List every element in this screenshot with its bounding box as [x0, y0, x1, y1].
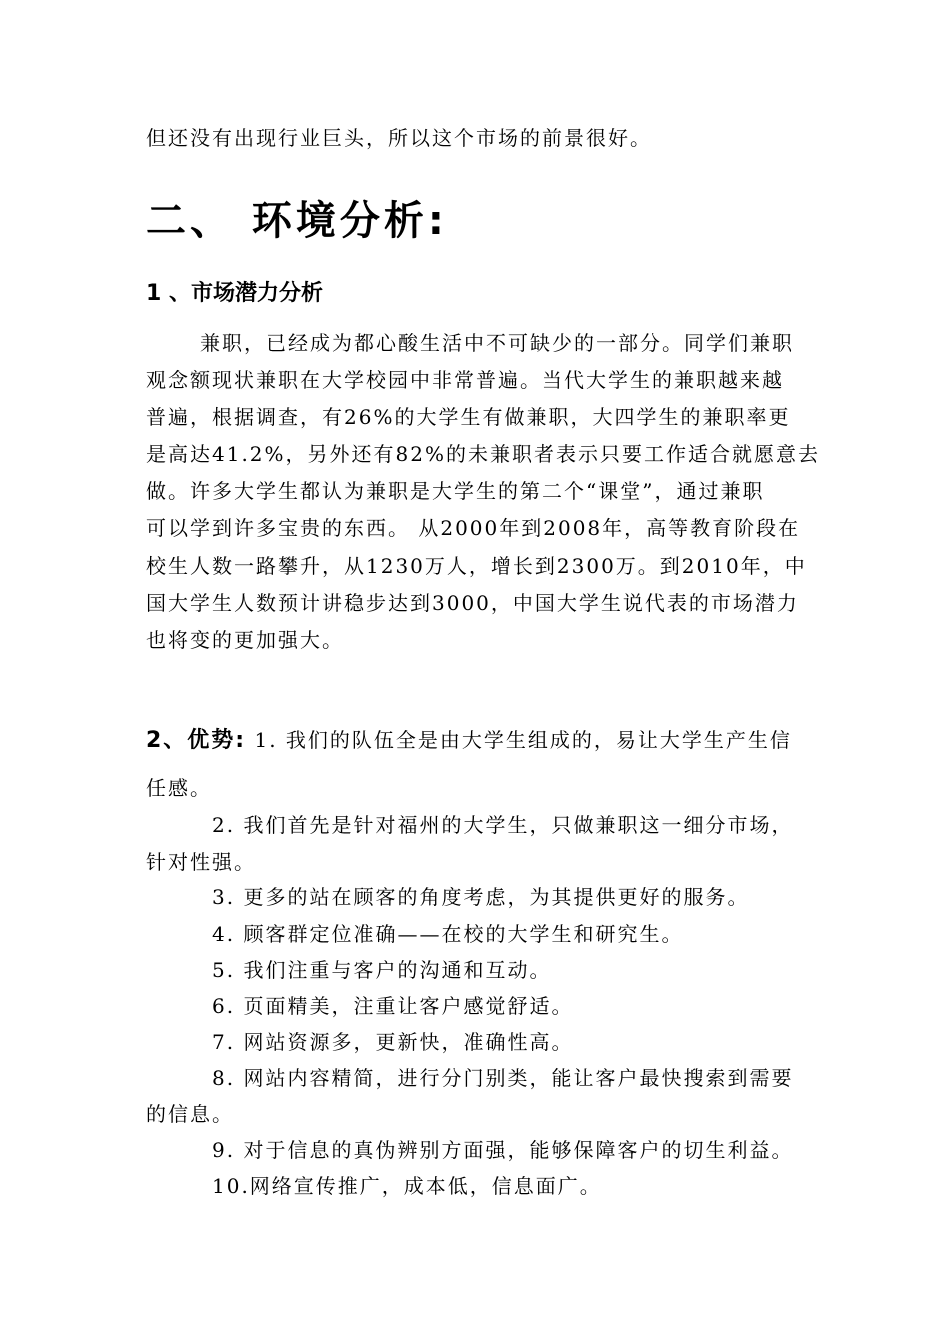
paragraph-line: 是高达41.2%，另外还有82%的未兼职者表示只要工作适合就愿意去	[146, 442, 820, 466]
paragraph-line: 校生人数一路攀升，从1230万人，增长到2300万。到2010年，中	[146, 554, 807, 578]
advantage-item: 7. 网站资源多，更新快，准确性高。	[212, 1030, 574, 1054]
advantage-item: 9. 对于信息的真伪辨别方面强，能够保障客户的切生利益。	[212, 1138, 794, 1162]
paragraph-line: 普遍，根据调查，有26%的大学生有做兼职，大四学生的兼职率更	[146, 405, 791, 429]
advantage-item: 1. 我们的队伍全是由大学生组成的，易让大学生产生信	[254, 728, 792, 752]
paragraph-line: 可以学到许多宝贵的东西。 从2000年到2008年，高等教育阶段在	[146, 516, 801, 540]
advantage-item: 3. 更多的站在顾客的角度考虑，为其提供更好的服务。	[212, 885, 750, 909]
advantage-item: 10.网络宣传推广，成本低，信息面广。	[212, 1174, 602, 1198]
advantage-item: 5. 我们注重与客户的沟通和互动。	[212, 958, 552, 982]
continued-paragraph-line: 但还没有出现行业巨头，所以这个市场的前景很好。	[146, 126, 652, 150]
section-heading: 二、 环境分析:	[146, 198, 448, 244]
paragraph-line: 做。许多大学生都认为兼职是大学生的第二个“课堂”，通过兼职	[146, 479, 765, 503]
subsection-heading-market-potential: 1 、市场潜力分析	[146, 281, 323, 306]
advantage-item: 8. 网站内容精简，进行分门别类，能让客户最快搜索到需要	[212, 1066, 794, 1090]
advantage-item-continuation: 针对性强。	[146, 850, 256, 874]
paragraph-line: 观念额现状兼职在大学校园中非常普遍。当代大学生的兼职越来越	[146, 368, 784, 392]
advantage-item-continuation: 的信息。	[146, 1102, 234, 1126]
advantage-item: 2. 我们首先是针对福州的大学生，只做兼职这一细分市场，	[212, 813, 794, 837]
paragraph-line: 兼职，已经成为都心酸生活中不可缺少的一部分。同学们兼职	[200, 331, 794, 355]
advantage-item: 4. 顾客群定位准确——在校的大学生和研究生。	[212, 922, 684, 946]
advantage-item-continuation: 任感。	[146, 776, 212, 800]
advantage-item: 6. 页面精美，注重让客户感觉舒适。	[212, 994, 574, 1018]
advantages-first-line	[146, 730, 792, 752]
subsection-heading-advantages: 2、优势:	[146, 728, 247, 753]
paragraph-line: 也将变的更加强大。	[146, 628, 344, 652]
paragraph-line: 国大学生人数预计讲稳步达到3000，中国大学生说代表的市场潜力	[146, 591, 799, 615]
